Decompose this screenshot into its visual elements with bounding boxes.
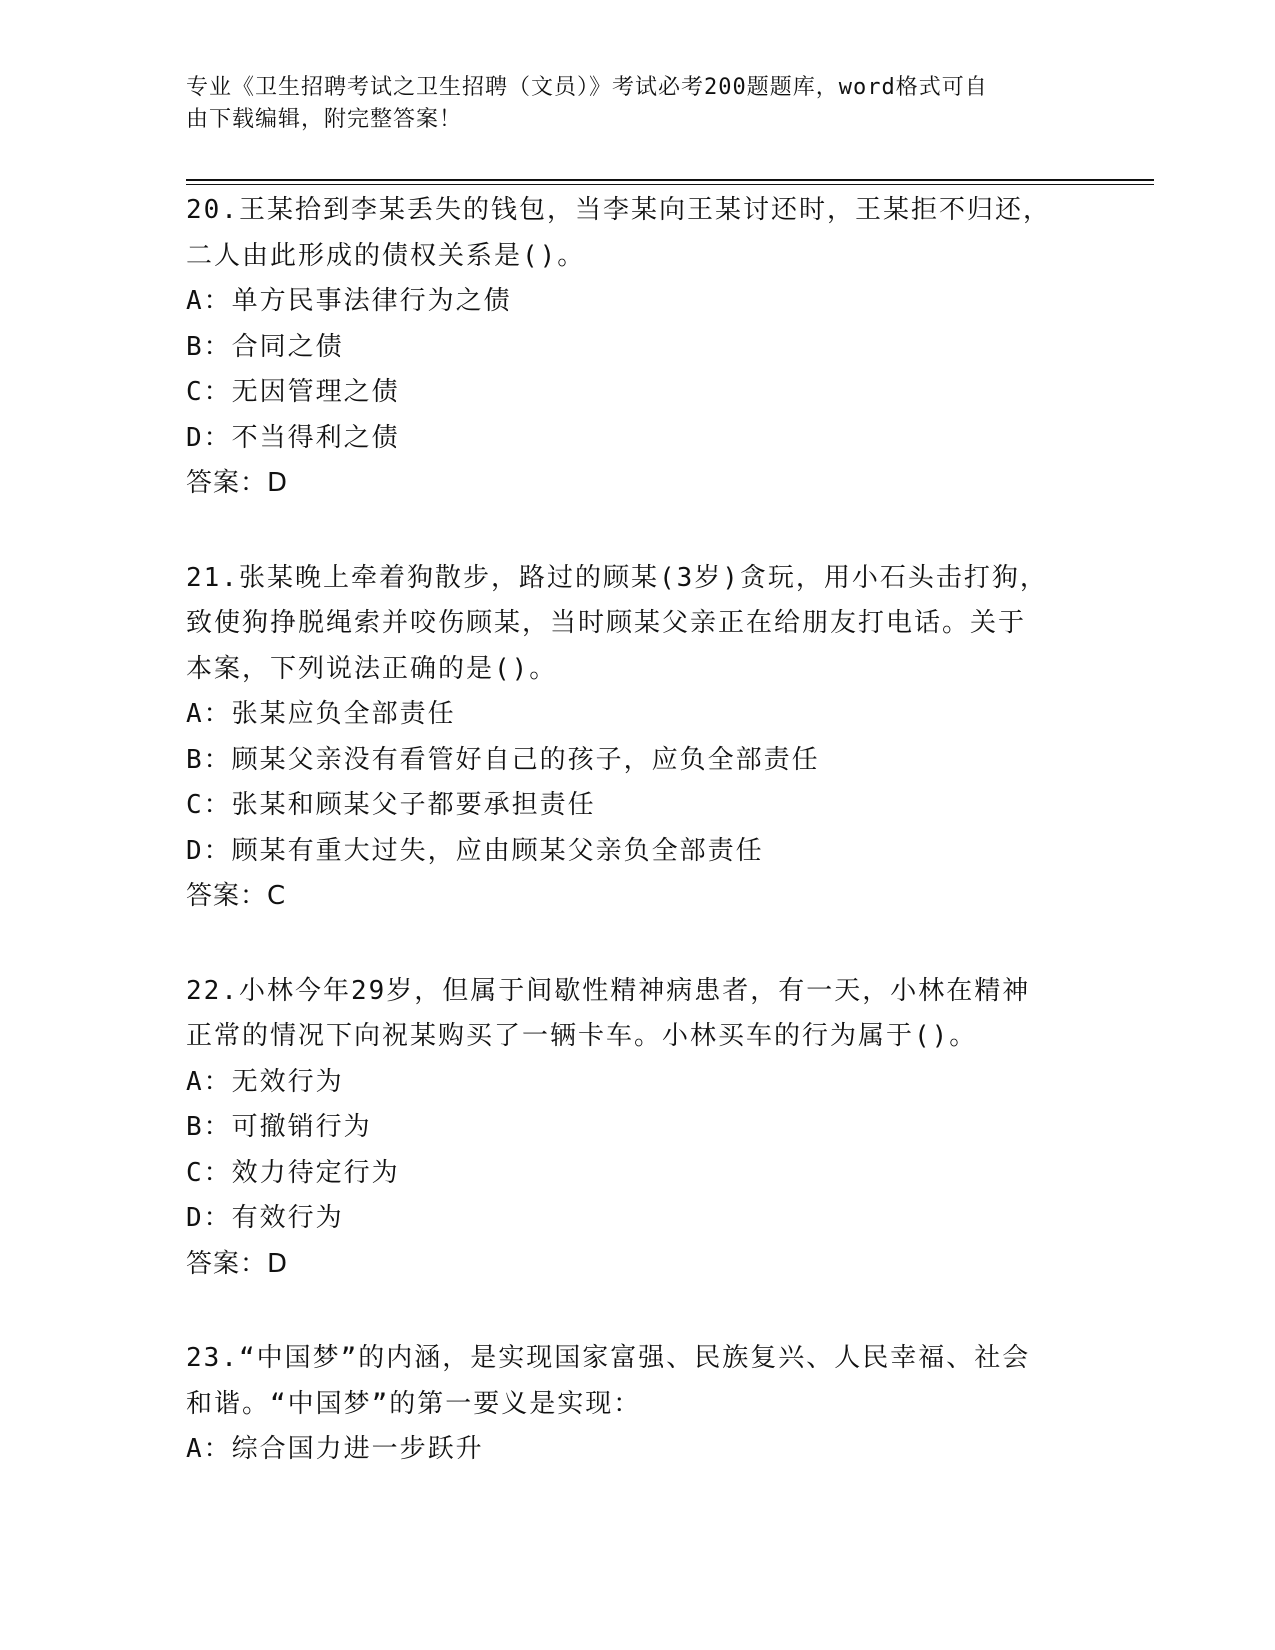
question-text: 20.王某拾到李某丢失的钱包，当李某向王某讨还时，王某拒不归还，: [186, 195, 1051, 225]
option-b: B：合同之债: [186, 331, 344, 362]
option-d: D：顾某有重大过失，应由顾某父亲负全部责任: [186, 835, 764, 866]
option-c: C：张某和顾某父子都要承担责任: [186, 790, 596, 820]
question-text: 本案，下列说法正确的是()。: [186, 653, 558, 684]
document-header: [186, 72, 1086, 136]
option-c: C：无因管理之债: [186, 377, 400, 407]
answer: 答案：D: [186, 468, 289, 498]
option-a: A：张某应负全部责任: [186, 699, 456, 729]
question-21: [186, 556, 1086, 920]
question-text: 21.张某晚上牵着狗散步，路过的顾某(3岁)贪玩，用小石头击打狗，: [186, 562, 1048, 593]
answer: 答案：D: [186, 1248, 289, 1279]
header-line-1: 专业《卫生招聘考试之卫生招聘（文员）》考试必考200题题库，word格式可自: [186, 75, 988, 100]
question-text: 二人由此形成的债权关系是()。: [186, 240, 586, 271]
option-a: A：综合国力进一步跃升: [186, 1434, 484, 1464]
question-22: [186, 969, 1086, 1288]
question-text: 22.小林今年29岁，但属于间歇性精神病患者，有一天，小林在精神: [186, 975, 1031, 1006]
question-text: 和谐。“中国梦”的第一要义是实现：: [186, 1388, 642, 1419]
question-text: 致使狗挣脱绳索并咬伤顾某，当时顾某父亲正在给朋友打电话。关于: [186, 608, 1027, 638]
option-a: A：单方民事法律行为之债: [186, 286, 512, 316]
option-a: A：无效行为: [186, 1066, 344, 1097]
header-divider-thin: [186, 184, 1154, 185]
option-d: D：不当得利之债: [186, 422, 400, 453]
header-line-2: 由下载编辑，附完整答案！: [186, 107, 463, 132]
answer: 答案：C: [186, 881, 287, 911]
header-divider-thick: [186, 179, 1154, 181]
option-b: B：顾某父亲没有看管好自己的孩子，应负全部责任: [186, 744, 820, 775]
option-d: D：有效行为: [186, 1203, 344, 1233]
question-20: [186, 188, 1086, 507]
question-list: [186, 188, 1086, 1522]
option-b: B：可撤销行为: [186, 1112, 372, 1142]
option-c: C：效力待定行为: [186, 1157, 400, 1188]
question-text: 23.“中国梦”的内涵，是实现国家富强、民族复兴、人民幸福、社会: [186, 1343, 1031, 1373]
question-text: 正常的情况下向祝某购买了一辆卡车。小林买车的行为属于()。: [186, 1021, 978, 1051]
question-23: [186, 1336, 1086, 1473]
